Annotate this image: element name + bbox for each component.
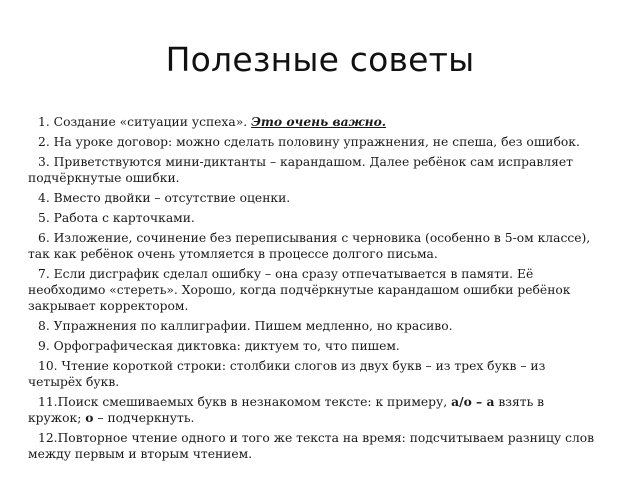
list-item xyxy=(28,190,600,206)
list-item xyxy=(28,338,600,354)
list-item xyxy=(28,266,600,314)
list-item xyxy=(28,430,600,462)
tip-emphasis: Это очень важно. xyxy=(251,114,387,129)
tip-number: 4. xyxy=(38,191,50,205)
tip-number: 10. xyxy=(38,359,58,373)
tip-number: 11. xyxy=(38,395,58,409)
tip-text: Изложение, сочинение без переписывания с черновика (особенно в 5-ом классе), так как ребёнок очень утомляется в процессе долгого письма. xyxy=(28,231,591,261)
list-item xyxy=(28,358,600,390)
tip-number: 8. xyxy=(38,319,50,333)
tip-text: Приветствуются мини-диктанты – карандашом. Далее ребёнок сам исправляет подчёркнутые ошибки. xyxy=(28,155,573,185)
tip-text: Орфографическая диктовка: диктуем то, что пишем. xyxy=(53,339,400,353)
tip-text: Работа с карточками. xyxy=(53,211,195,225)
tip-text-after: – подчеркнуть. xyxy=(97,411,195,425)
list-item xyxy=(28,318,600,334)
tip-number: 3. xyxy=(38,155,50,169)
tip-letter-o: о xyxy=(85,410,94,425)
tip-number: 12. xyxy=(38,431,58,445)
list-item xyxy=(28,210,600,226)
list-item xyxy=(28,114,600,130)
tip-text: Повторное чтение одного и того же текста на время: подсчитываем разницу слов между первым и вторым чтением. xyxy=(28,431,595,461)
tip-number: 7. xyxy=(38,267,50,281)
tip-text: На уроке договор: можно сделать половину упражнения, не спеша, без ошибок. xyxy=(53,135,580,149)
page-title: Полезные советы xyxy=(165,40,475,79)
list-item xyxy=(28,394,600,426)
tip-number: 2. xyxy=(38,135,50,149)
tip-number: 6. xyxy=(38,231,50,245)
list-item xyxy=(28,154,600,186)
tip-number: 5. xyxy=(38,211,50,225)
tip-text: Вместо двойки – отсутствие оценки. xyxy=(53,191,291,205)
list-item xyxy=(28,134,600,150)
tip-letters-pair: а/о – а xyxy=(451,394,495,409)
tip-number: 1. xyxy=(38,115,50,129)
tips-list xyxy=(28,114,600,466)
tip-text: Поиск смешиваемых букв в незнакомом тексте: к примеру, xyxy=(57,395,448,409)
tip-text: Создание «ситуации успеха». xyxy=(53,115,248,129)
tip-text: Если дисграфик сделал ошибку – она сразу отпечатывается в памяти. Её необходимо «стереть». Хорошо, когда подчёркнутые карандашом ошибки ребёнок закрывает корректором. xyxy=(28,267,571,313)
tip-number: 9. xyxy=(38,339,50,353)
tip-text: Чтение короткой строки: столбики слогов из двух букв – из трех букв – из четырёх букв. xyxy=(28,359,546,389)
tip-text-middle: взять в кружок; xyxy=(28,395,545,425)
tip-text: Упражнения по каллиграфии. Пишем медленно, но красиво. xyxy=(53,319,453,333)
list-item xyxy=(28,230,600,262)
